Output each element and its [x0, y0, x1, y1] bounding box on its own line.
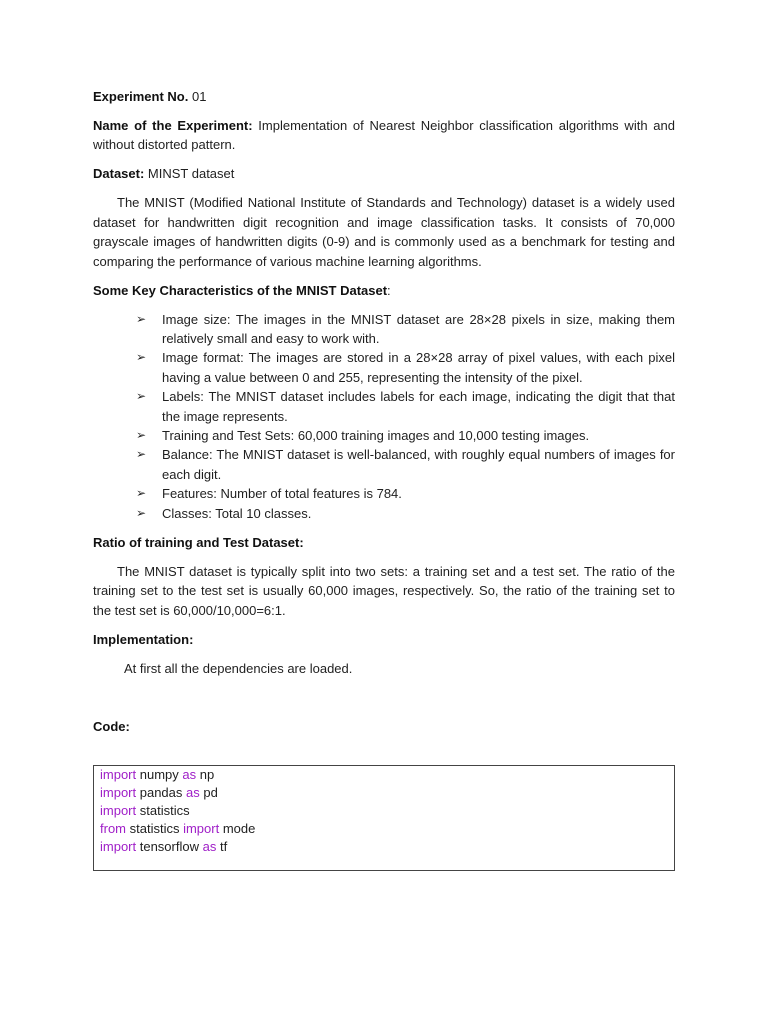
- characteristic-text: Image format: The images are stored in a 28×28 array of pixel values, with each pixel having a value between 0 and 255, representing the intensity of the pixel.: [162, 350, 675, 385]
- characteristic-text: Balance: The MNIST dataset is well-balanced, with roughly equal numbers of images for each digit.: [162, 447, 675, 482]
- characteristics-heading: Some Key Characteristics of the MNIST Dataset: [93, 282, 388, 298]
- ratio-heading-line: [93, 533, 675, 552]
- code-keyword: import: [100, 785, 137, 801]
- characteristic-item: [136, 348, 675, 387]
- code-line: [100, 820, 668, 838]
- characteristic-text: Labels: The MNIST dataset includes labels for each image, indicating the digit that that the image represents.: [162, 389, 675, 424]
- characteristic-text: Image size: The images in the MNIST dataset are 28×28 pixels in size, making them relatively small and easy to work with.: [162, 311, 675, 347]
- code-block: [93, 765, 675, 871]
- implementation-heading-line: [93, 630, 675, 649]
- experiment-name-value: Implementation of Nearest Neighbor classification algorithms with and without distorted pattern.: [93, 118, 675, 153]
- code-text: statistics: [136, 803, 190, 819]
- characteristic-item: [136, 504, 675, 523]
- document-content: [93, 87, 675, 871]
- arrowhead-bullet-icon: ➢: [136, 486, 147, 501]
- intro-paragraph: The MNIST (Modified National Institute of Standards and Technology) dataset is a widely used dataset for handwritten digit recognition and image classification tasks. It consists of 70,000 grayscale images of handwritten digits (0-9) and is commonly used as a benchmark for testing and comparing the performance of various machine learning algorithms.: [93, 195, 675, 269]
- experiment-name-label: Name of the Experiment:: [93, 118, 253, 133]
- code-line: [100, 784, 668, 802]
- characteristics-heading-line: [93, 281, 675, 300]
- characteristic-text: Classes: Total 10 classes.: [162, 505, 312, 521]
- ratio-paragraph: The MNIST dataset is typically split into two sets: a training set and a test set. The ratio of the training set to the test set is usually 60,000 images, respectively. So, the ratio of the training set to the test set is 60,000/10,000=6:1.: [93, 563, 675, 618]
- characteristic-text: Features: Number of total features is 784.: [162, 486, 402, 502]
- characteristics-list: [93, 310, 675, 523]
- experiment-number: 01: [191, 89, 207, 104]
- characteristics-colon: :: [387, 282, 391, 298]
- code-text: pandas: [136, 785, 186, 801]
- arrowhead-bullet-icon: ➢: [136, 350, 147, 365]
- code-keyword: import: [100, 767, 137, 783]
- dataset-line: [93, 164, 675, 183]
- characteristic-text: Training and Test Sets: 60,000 training images and 10,000 testing images.: [162, 428, 590, 444]
- arrowhead-bullet-icon: ➢: [136, 428, 147, 443]
- implementation-paragraph: At first all the dependencies are loaded.: [124, 660, 353, 676]
- dataset-value: MINST dataset: [147, 166, 235, 182]
- experiment-line: [93, 87, 675, 106]
- experiment-name-line: [93, 116, 675, 155]
- code-keyword: import: [100, 803, 137, 819]
- characteristic-item: [136, 310, 675, 349]
- code-keyword: as: [182, 767, 197, 783]
- code-keyword: import: [183, 821, 220, 837]
- code-text: mode: [219, 821, 256, 837]
- code-line: [100, 802, 668, 820]
- arrowhead-bullet-icon: ➢: [136, 447, 147, 462]
- experiment-label: Experiment No.: [93, 89, 189, 104]
- code-keyword: from: [100, 821, 126, 837]
- code-heading: Code:: [93, 718, 130, 734]
- code-line: [100, 838, 668, 856]
- code-text: statistics: [126, 821, 184, 837]
- code-keyword: import: [100, 839, 137, 855]
- ratio-heading: Ratio of training and Test Dataset:: [93, 534, 304, 550]
- code-text: pd: [199, 785, 218, 801]
- characteristic-item: [136, 484, 675, 503]
- arrowhead-bullet-icon: ➢: [136, 505, 147, 520]
- characteristic-item: [136, 426, 675, 445]
- code-text: tensorflow: [136, 839, 203, 855]
- code-keyword: as: [202, 839, 217, 855]
- code-line: [100, 766, 668, 784]
- characteristic-item: [136, 445, 675, 484]
- code-heading-line: [93, 717, 675, 736]
- arrowhead-bullet-icon: ➢: [136, 311, 147, 326]
- code-keyword: as: [186, 785, 200, 801]
- code-text: tf: [216, 839, 228, 855]
- code-text: np: [196, 767, 215, 783]
- implementation-heading: Implementation:: [93, 631, 194, 647]
- code-text: numpy: [136, 767, 183, 783]
- dataset-label: Dataset:: [93, 166, 145, 182]
- arrowhead-bullet-icon: ➢: [136, 389, 147, 404]
- characteristic-item: [136, 387, 675, 426]
